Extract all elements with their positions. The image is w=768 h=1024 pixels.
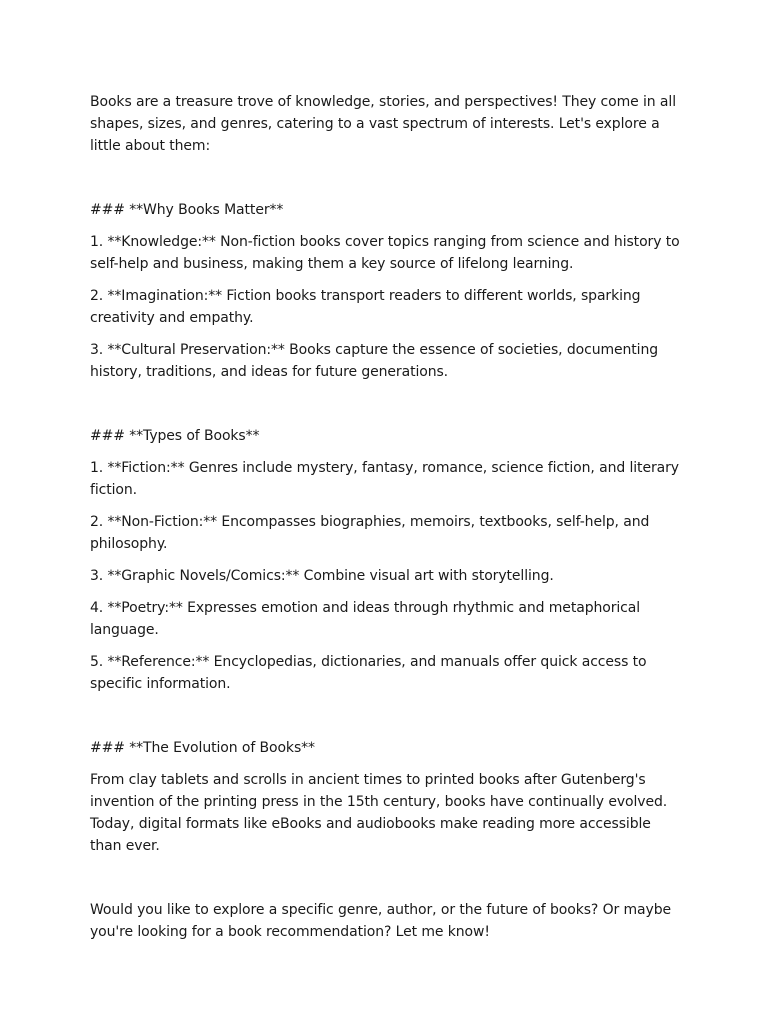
list-item: 3. **Graphic Novels/Comics:** Combine visual art with storytelling. — [90, 568, 554, 584]
list-item: 4. **Poetry:** Expresses emotion and ideas through rhythmic and metaphorical language. — [90, 600, 641, 638]
list-item: 1. **Knowledge:** Non-fiction books cover topics ranging from science and history to self-help and business, making them a key source of lifelong learning. — [90, 234, 680, 272]
document-body — [90, 91, 682, 943]
list-item: 3. **Cultural Preservation:** Books capture the essence of societies, documenting history, traditions, and ideas for future generations. — [90, 342, 659, 380]
evolution-paragraph: From clay tablets and scrolls in ancient times to printed books after Gutenberg's invention of the printing press in the 15th century, books have continually evolved. Today, digital formats like eBooks and audiobooks make reading more accessible than ever. — [90, 772, 668, 854]
list-item: 2. **Non-Fiction:** Encompasses biographies, memoirs, textbooks, self-help, and philosophy. — [90, 514, 650, 552]
section-heading-why-books-matter: ### **Why Books Matter** — [90, 202, 284, 218]
intro-paragraph: Books are a treasure trove of knowledge, stories, and perspectives! They come in all shapes, sizes, and genres, catering to a vast spectrum of interests. Let's explore a little about them: — [90, 94, 676, 154]
section-heading-types-of-books: ### **Types of Books** — [90, 428, 260, 444]
section-heading-evolution-of-books: ### **The Evolution of Books** — [90, 740, 315, 756]
closing-paragraph: Would you like to explore a specific genre, author, or the future of books? Or maybe you're looking for a book recommendation? Let me know! — [90, 902, 672, 940]
list-item: 2. **Imagination:** Fiction books transport readers to different worlds, sparking creativity and empathy. — [90, 288, 641, 326]
list-item: 1. **Fiction:** Genres include mystery, fantasy, romance, science fiction, and literary fiction. — [90, 460, 679, 498]
list-item: 5. **Reference:** Encyclopedias, dictionaries, and manuals offer quick access to specific information. — [90, 654, 647, 692]
